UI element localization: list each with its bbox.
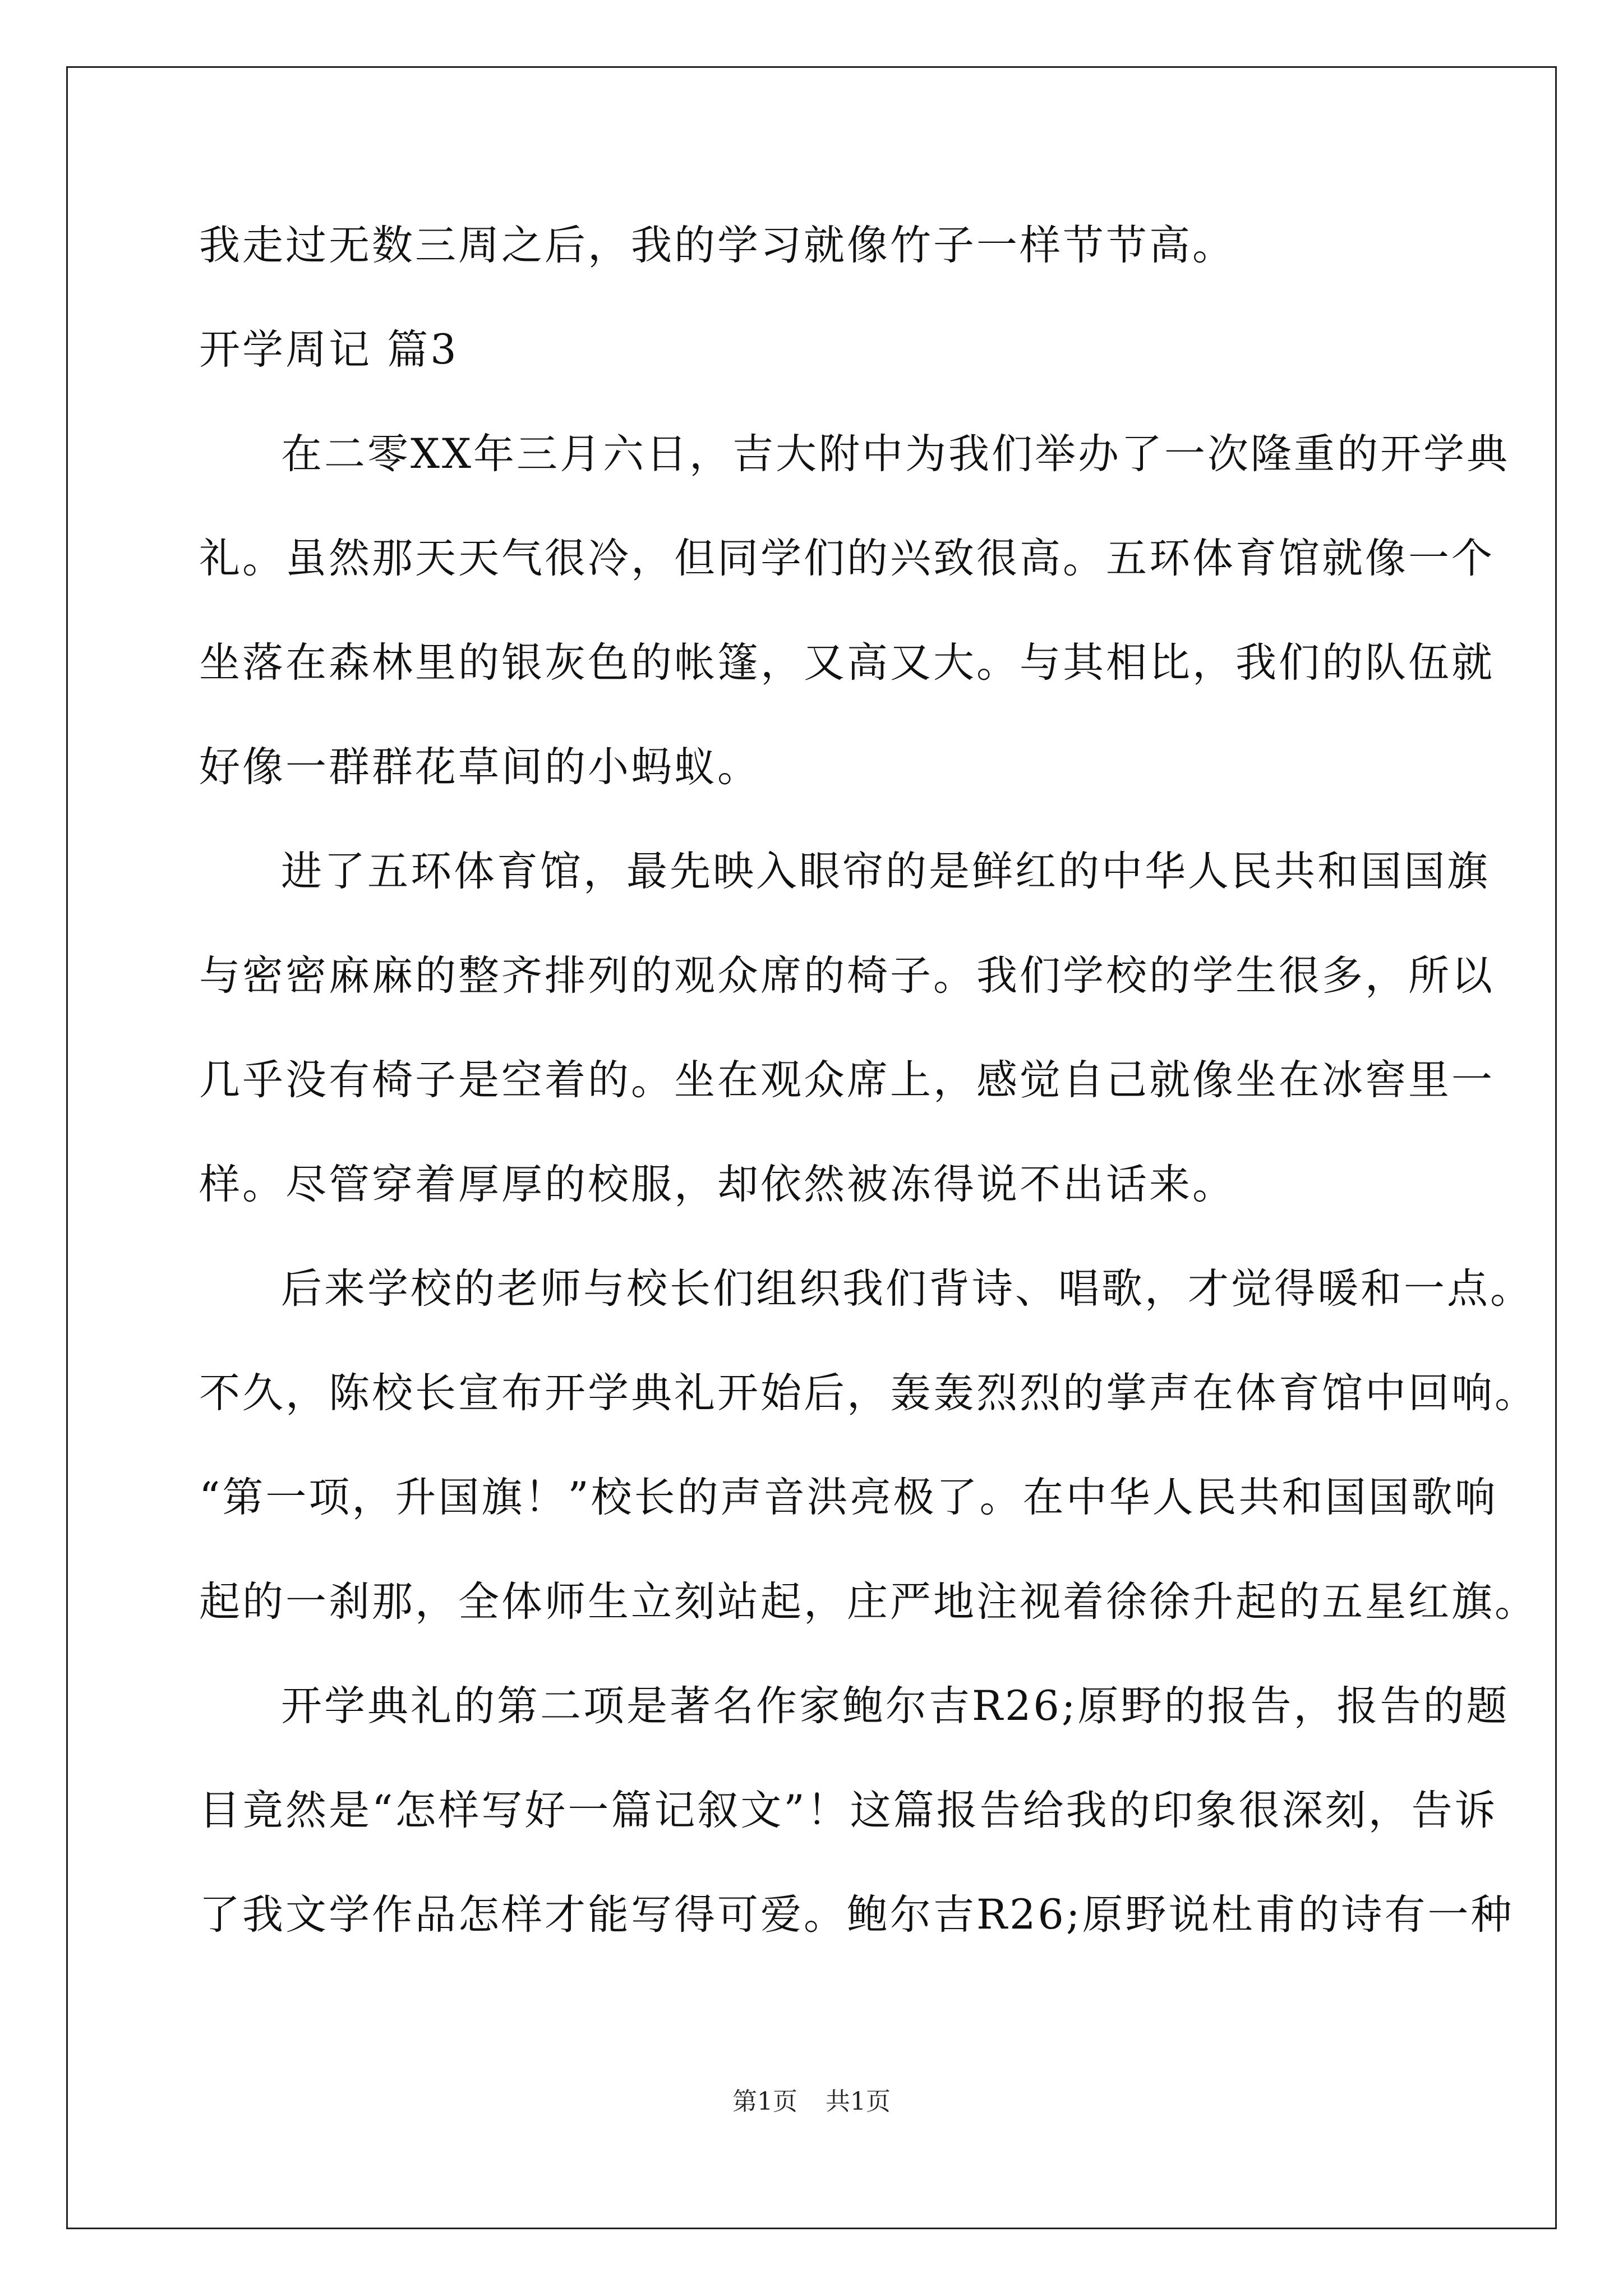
text-line: 礼。虽然那天天气很冷，但同学们的兴致很高。五环体育馆就像一个 [199,535,1495,582]
text-line: 与密密麻麻的整齐排列的观众席的椅子。我们学校的学生很多，所以 [199,952,1495,1000]
text-line: 在二零XX年三月六日，吉大附中为我们举办了一次隆重的开学典 [281,430,1510,478]
text-line: “第一项，升国旗！”校长的声音洪亮极了。在中华人民共和国国歌响 [199,1474,1498,1521]
text-line: 起的一刹那，全体师生立刻站起，庄严地注视着徐徐升起的五星红旗。 [199,1578,1538,1626]
page-number: 第1页 [732,2087,797,2116]
page-total: 共1页 [826,2087,891,2116]
text-line: 我走过无数三周之后，我的学习就像竹子一样节节高。 [199,222,1235,269]
text-line: 坐落在森林里的银灰色的帐篷，又高又大。与其相比，我们的队伍就 [199,639,1495,687]
text-line: 样。尽管穿着厚厚的校服，却依然被冻得说不出话来。 [199,1161,1235,1208]
section-heading: 开学周记 篇3 [199,326,459,374]
text-line: 几乎没有椅子是空着的。坐在观众席上，感觉自己就像坐在冰窖里一 [199,1056,1495,1104]
text-line: 了我文学作品怎样才能写得可爱。鲍尔吉R26;原野说杜甫的诗有一种 [199,1891,1514,1939]
text-line: 好像一群群花草间的小蚂蚁。 [199,743,760,791]
text-line: 后来学校的老师与校长们组织我们背诗、唱歌，才觉得暖和一点。 [281,1265,1533,1313]
page-footer [0,2081,1623,2117]
text-line: 目竟然是“怎样写好一篇记叙文”！这篇报告给我的印象很深刻，告诉 [199,1787,1498,1834]
text-line: 开学典礼的第二项是著名作家鲍尔吉R26;原野的报告，报告的题 [281,1682,1510,1730]
text-line: 进了五环体育馆，最先映入眼帘的是鲜红的中华人民共和国国旗 [281,848,1490,895]
text-line: 不久，陈校长宣布开学典礼开始后，轰轰烈烈的掌声在体育馆中回响。 [199,1369,1538,1417]
